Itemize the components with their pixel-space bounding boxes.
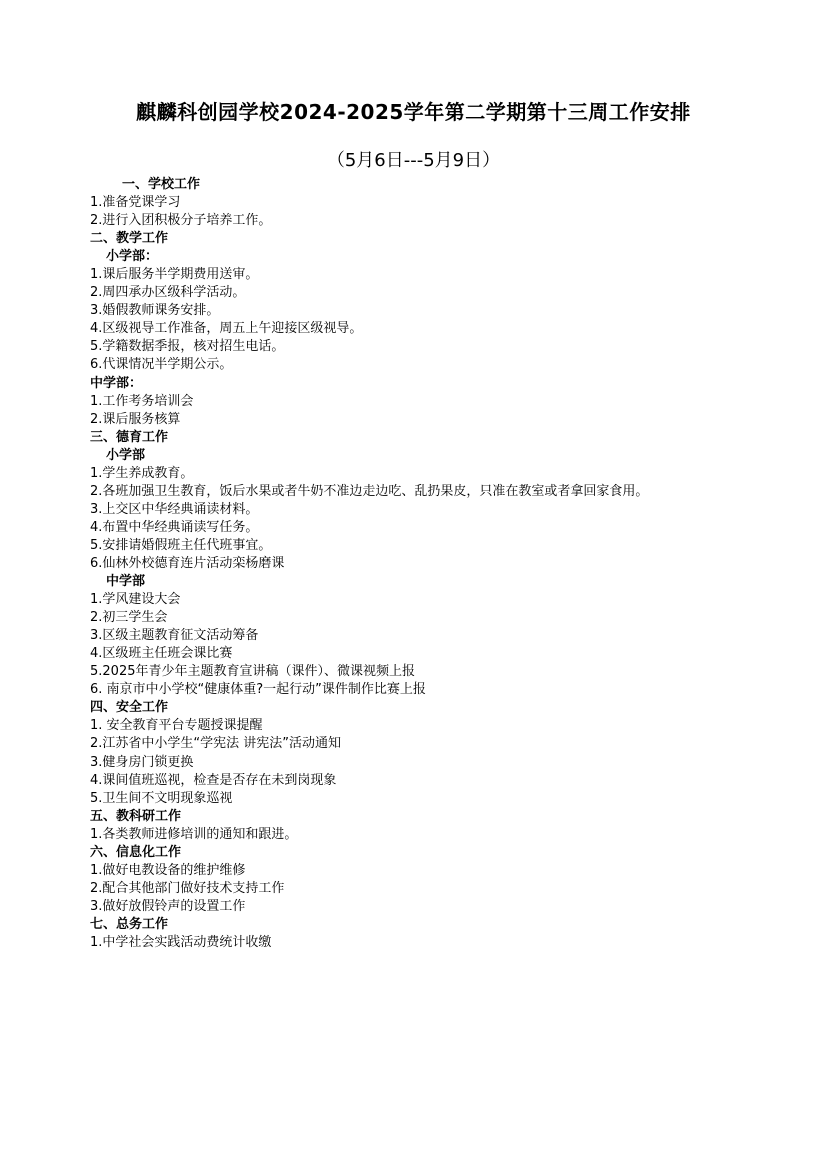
list-item: 2.各班加强卫生教育，饭后水果或者牛奶不准边走边吃、乱扔果皮，只准在教室或者拿回家食用。	[90, 483, 649, 499]
list-item: 2.周四承办区级科学活动。	[90, 285, 246, 301]
section-heading: 二、教学工作	[90, 231, 169, 247]
list-item: 4.区级班主任班会课比赛	[90, 646, 233, 662]
group-label: 中学部	[106, 574, 146, 590]
group-label: 中学部：	[90, 375, 143, 391]
list-item: 1.学生养成教育。	[90, 465, 194, 481]
page-subtitle: （5月6日---5月9日）	[326, 150, 501, 171]
page-title: 麒麟科创园学校2024-2025学年第二学期第十三周工作安排	[136, 100, 691, 124]
list-item: 2.进行入团积极分子培养工作。	[90, 213, 272, 229]
list-item: 6.代课情况半学期公示。	[90, 357, 233, 373]
list-item: 2.江苏省中小学生“学宪法 讲宪法”活动通知	[90, 736, 342, 752]
list-item: 2.课后服务核算	[90, 411, 181, 427]
list-item: 1. 安全教育平台专题授课提醒	[90, 718, 263, 734]
list-item: 4.布置中华经典诵读写任务。	[90, 519, 259, 535]
list-item: 3.上交区中华经典诵读材料。	[90, 501, 259, 517]
list-item: 5.2025年青少年主题教育宣讲稿（课件）、微课视频上报	[90, 664, 415, 680]
list-item: 1.课后服务半学期费用送审。	[90, 267, 259, 283]
section-heading: 七、总务工作	[90, 916, 169, 932]
list-item: 4.课间值班巡视，检查是否存在未到岗现象	[90, 772, 337, 788]
list-item: 1.准备党课学习	[90, 195, 181, 211]
list-item: 5.安排请婚假班主任代班事宜。	[90, 537, 272, 553]
list-item: 4.区级视导工作准备，周五上午迎接区级视导。	[90, 321, 363, 337]
list-item: 5.卫生间不文明现象巡视	[90, 790, 233, 806]
list-item: 1.学风建设大会	[90, 592, 181, 608]
list-item: 1.中学社会实践活动费统计收缴	[90, 934, 272, 950]
group-label: 小学部：	[106, 249, 159, 265]
section-heading: 五、教科研工作	[90, 808, 182, 824]
list-item: 1.做好电教设备的维护维修	[90, 862, 246, 878]
section-heading: 四、安全工作	[90, 700, 169, 716]
list-item: 3.做好放假铃声的设置工作	[90, 898, 246, 914]
list-item: 3.健身房门锁更换	[90, 754, 194, 770]
list-item: 5.学籍数据季报，核对招生电话。	[90, 339, 285, 355]
list-item: 2.初三学生会	[90, 610, 168, 626]
list-item: 1.各类教师进修培训的通知和跟进。	[90, 826, 298, 842]
list-item: 6.仙林外校德育连片活动栾杨磨课	[90, 555, 285, 571]
list-item: 6. 南京市中小学校“健康体重?一起行动”课件制作比赛上报	[90, 682, 426, 698]
list-item: 3.区级主题教育征文活动筹备	[90, 628, 259, 644]
document-body	[90, 176, 810, 952]
section-heading: 一、学校工作	[122, 177, 201, 192]
list-item: 2.配合其他部门做好技术支持工作	[90, 880, 285, 896]
group-label: 小学部	[106, 447, 146, 463]
list-item: 3.婚假教师课务安排。	[90, 303, 220, 319]
section-heading: 六、信息化工作	[90, 844, 182, 860]
section-heading: 三、德育工作	[90, 429, 169, 445]
list-item: 1.工作考务培训会	[90, 393, 194, 409]
